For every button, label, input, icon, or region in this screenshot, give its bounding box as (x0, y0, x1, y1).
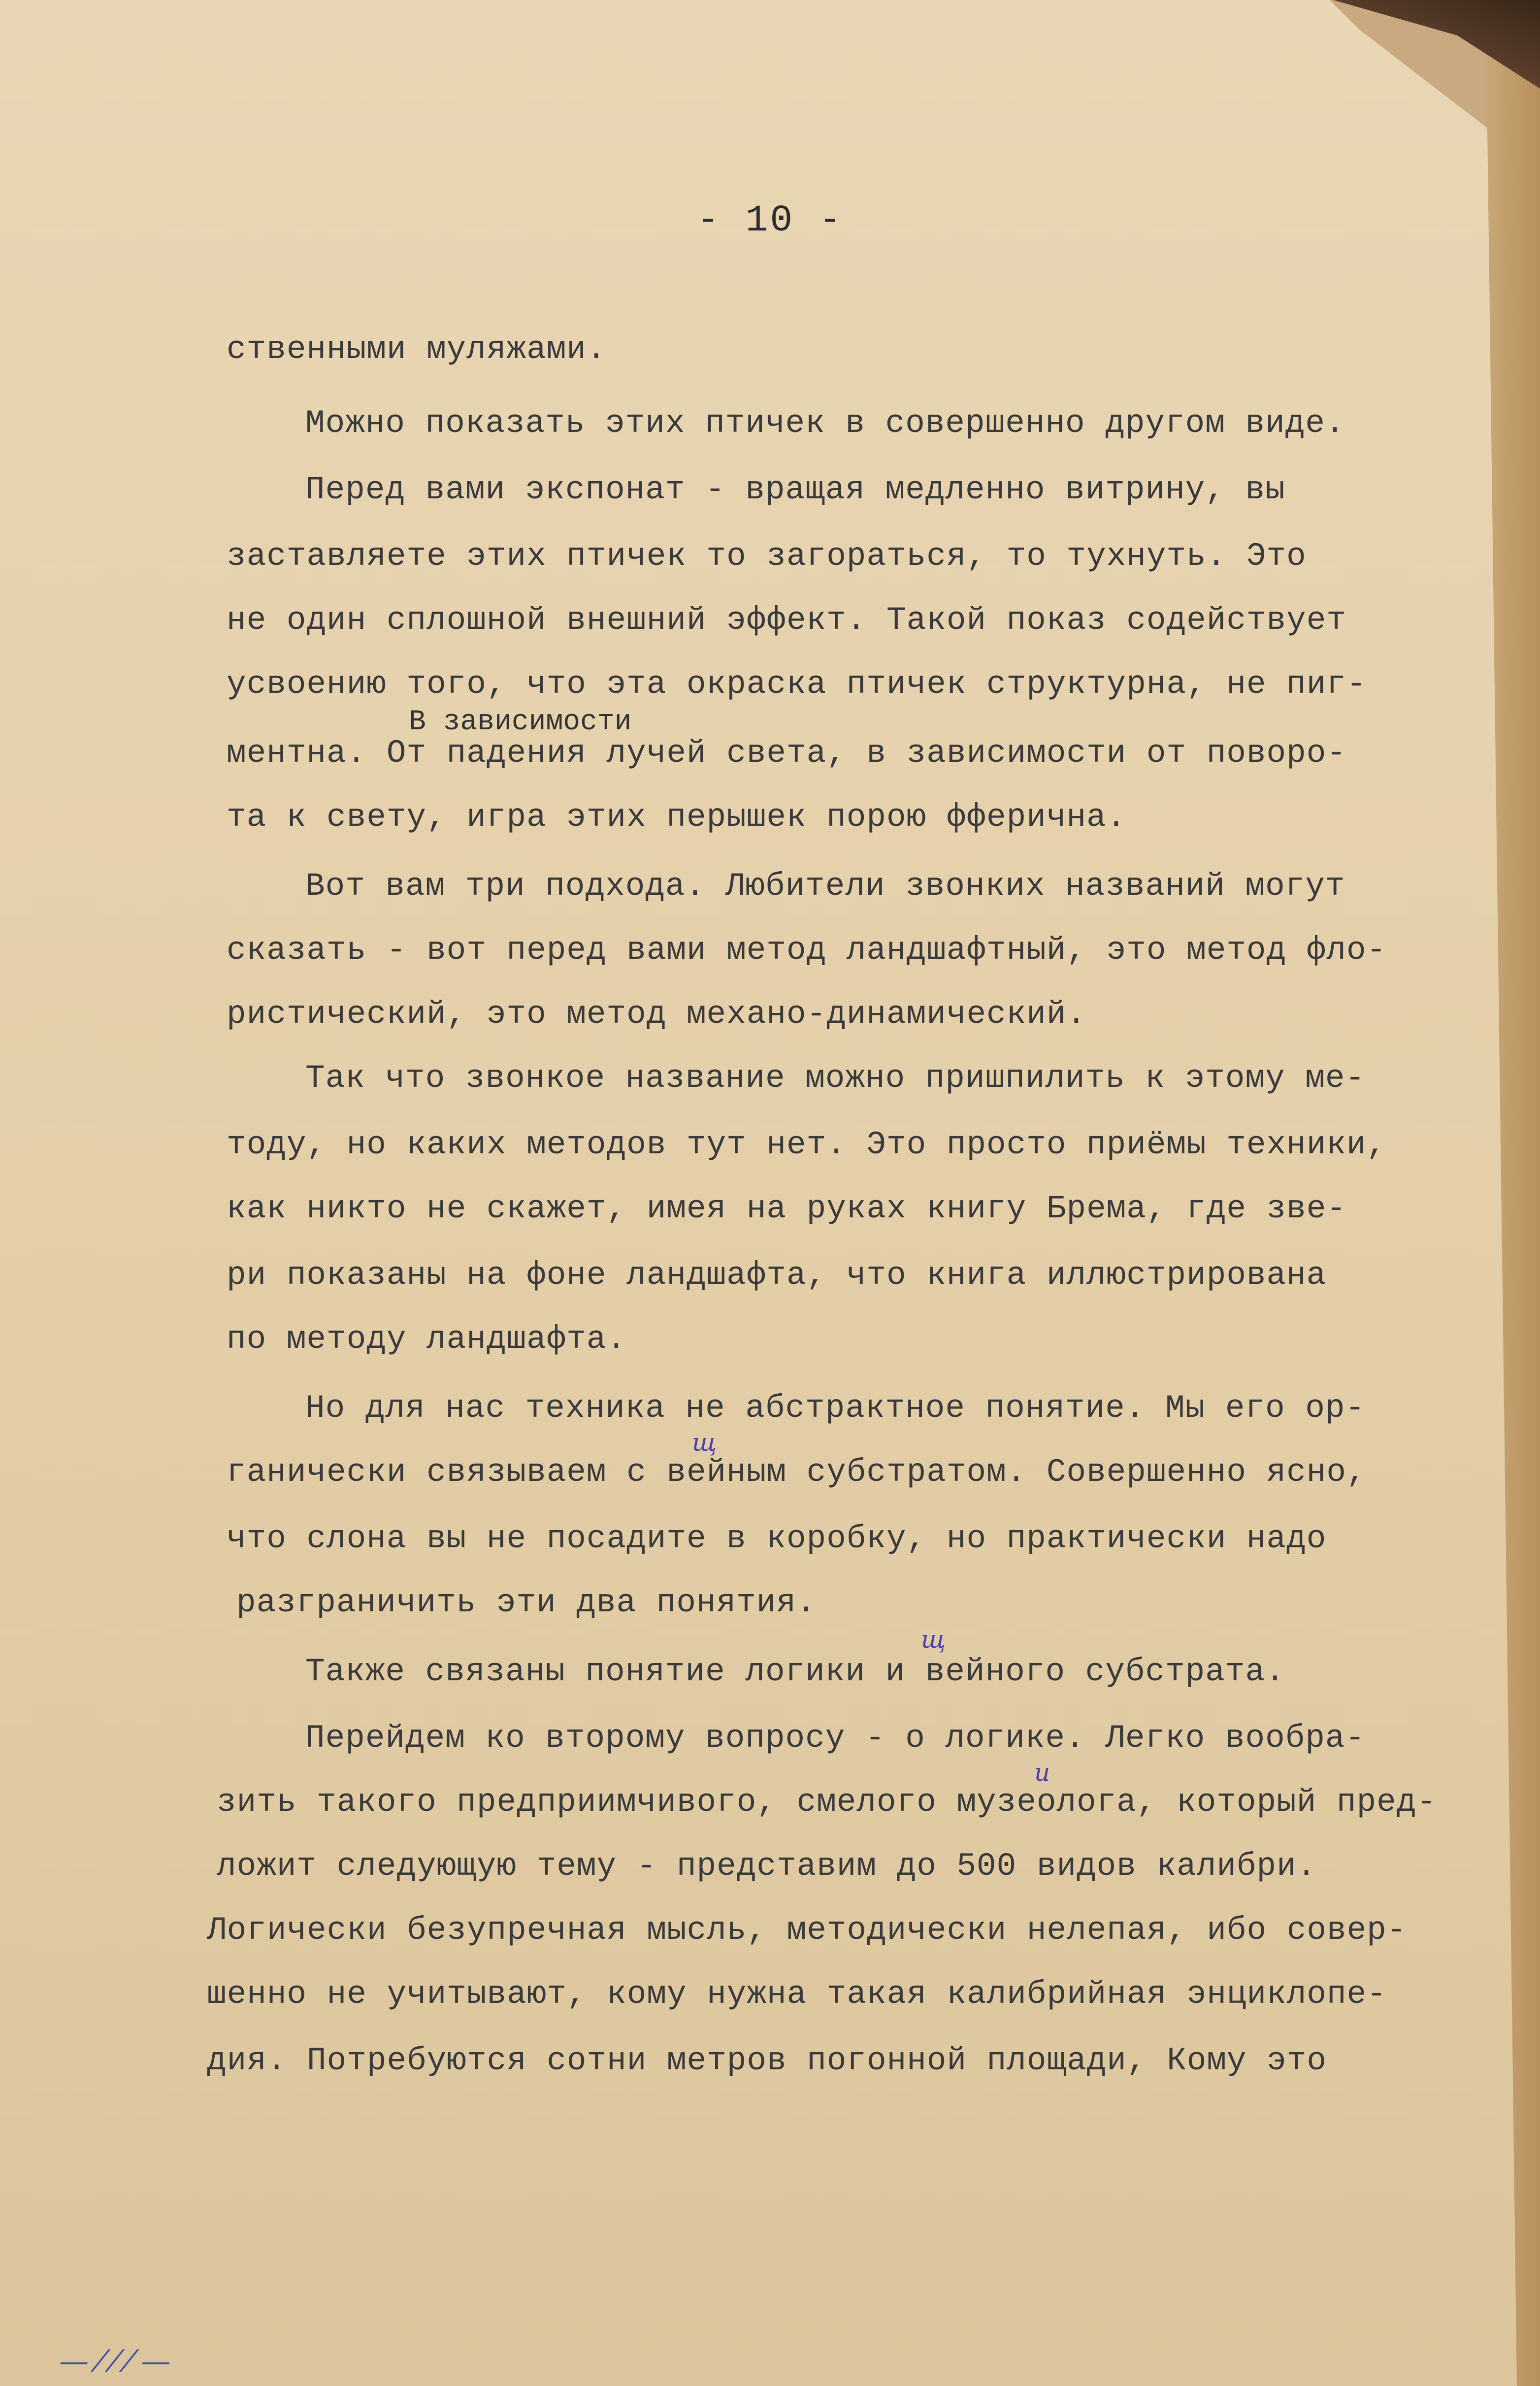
typed-insertion: В зависимости (409, 706, 632, 738)
text-line: разграничить эти два понятия. (236, 1584, 817, 1621)
text-line: Так что звонкое название можно пришпилить к этому ме- (305, 1060, 1366, 1097)
page-number: - 10 - (696, 199, 844, 242)
text-line: Можно показать этих птичек в совершенно другом виде. (305, 405, 1345, 442)
text-line: сказать - вот перед вами метод ландшафтный, это метод фло- (227, 932, 1387, 969)
text-line: Логически безупречная мысль, методически нелепая, ибо совер- (207, 1912, 1407, 1949)
text-line: та к свету, игра этих перышек порою фферична. (227, 799, 1127, 836)
text-line: что слона вы не посадите в коробку, но практически надо (227, 1520, 1327, 1557)
text-line: Вот вам три подхода. Любители звонких названий могут (305, 868, 1345, 905)
text-line: ри показаны на фоне ландшафта, что книга иллюстрирована (227, 1257, 1327, 1294)
text-line: Перейдем ко второму вопросу - о логике. Легко вообра- (305, 1720, 1366, 1757)
text-line: заставляете этих птичек то загораться, то тухнуть. Это (227, 538, 1307, 575)
text-line: шенно не учитывают, кому нужна такая калибрийная энциклопе- (207, 1976, 1387, 2013)
text-line: как никто не скажет, имея на руках книгу Брема, где зве- (227, 1190, 1346, 1227)
text-line: ганически связываем с вейным субстратом. Совершенно ясно, (227, 1454, 1367, 1491)
text-line: не один сплошной внешний эффект. Такой показ содействует (227, 602, 1346, 639)
text-line: по методу ландшафта. (227, 1321, 627, 1358)
text-line: Перед вами экспонат - вращая медленно витрину, вы (305, 471, 1285, 508)
text-line: Но для нас техника не абстрактное понятие. Мы его ор- (305, 1390, 1366, 1427)
pen-correction: щ (692, 1428, 717, 1457)
text-line: Также связаны понятие логики и вейного субстрата. (305, 1653, 1285, 1690)
text-line: зить такого предприимчивого, смелого музеолога, который пред- (217, 1784, 1437, 1821)
text-line: дия. Потребуются сотни метров погонной площади, Кому это (207, 2042, 1327, 2079)
margin-ink-mark: — ⁄ ⁄ ⁄ — (59, 2344, 171, 2379)
pen-correction: щ (921, 1625, 946, 1654)
text-line: усвоению того, что эта окраска птичек структурна, не пиг- (227, 666, 1367, 703)
text-line: ристический, это метод механо-динамический. (227, 996, 1087, 1033)
text-line: ложит следующую тему - представим до 500 видов калибри. (217, 1848, 1317, 1885)
text-line: ственными муляжами. (227, 331, 607, 368)
text-line: тоду, но каких методов тут нет. Это просто приёмы техники, (227, 1126, 1387, 1163)
text-line: ментна. От падения лучей света, в зависимости от поворо- (227, 735, 1346, 772)
pen-correction: и (1034, 1758, 1050, 1787)
